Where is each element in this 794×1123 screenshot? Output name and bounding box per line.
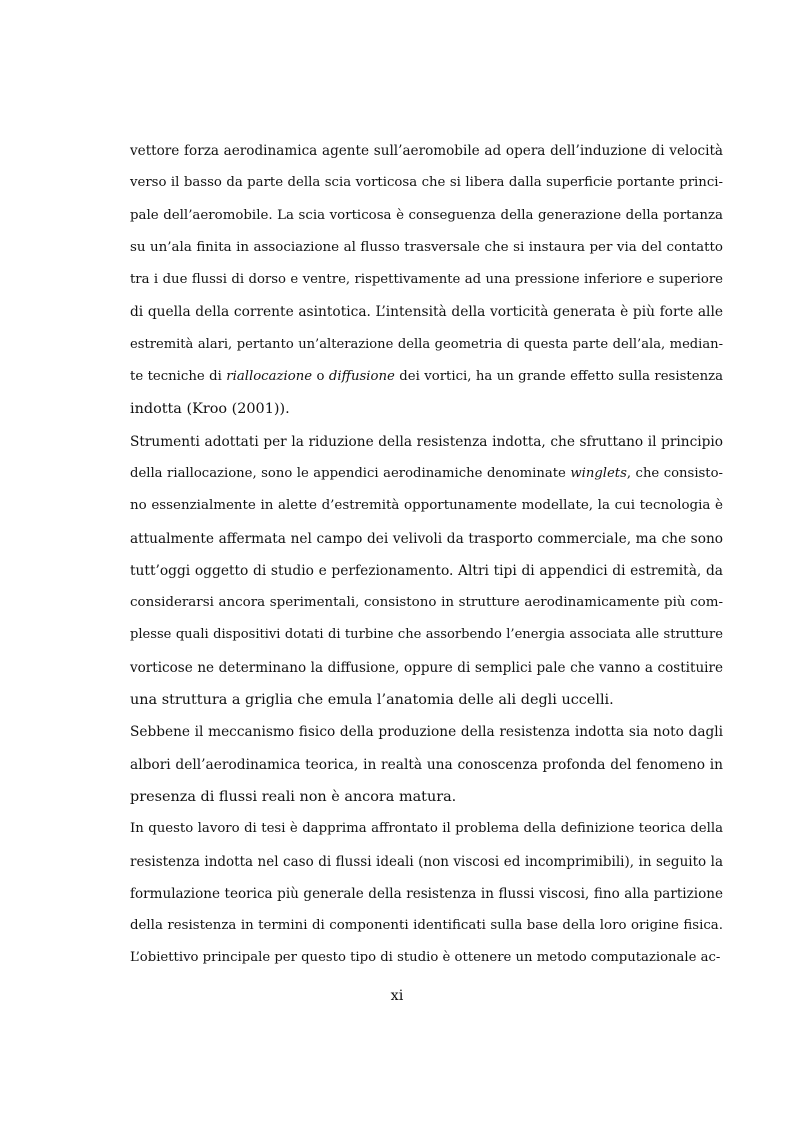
text-line <box>130 426 723 458</box>
text-line <box>130 716 723 748</box>
text-segment: Strumenti adottati per la riduzione della resistenza indotta, che sfruttano il principio <box>130 433 723 450</box>
text-line <box>130 781 723 813</box>
text-line <box>130 135 723 167</box>
text-line <box>130 200 723 232</box>
text-segment: una struttura a griglia che emula l’anatomia delle ali degli uccelli. <box>130 692 614 709</box>
text-segment: In questo lavoro di tesi è dapprima affrontato il problema della definizione teorica della <box>130 821 723 837</box>
paragraph <box>130 135 723 426</box>
text-segment: attualmente affermata nel campo dei velivoli da trasporto commerciale, ma che sono <box>130 530 723 547</box>
text-segment: te tecniche di <box>130 369 227 385</box>
paragraph <box>130 716 723 813</box>
text-line <box>130 910 723 942</box>
text-segment: resistenza indotta nel caso di flussi ideali (non viscosi ed incomprimibili), in seguito la <box>130 853 723 870</box>
text-segment: Sebbene il meccanismo fisico della produzione della resistenza indotta sia noto dagli <box>130 724 723 741</box>
text-segment: su un’ala finita in associazione al flusso trasversale che si instaura per via del contatto <box>130 239 723 255</box>
text-line <box>130 361 723 393</box>
text-line <box>130 393 723 425</box>
text-line <box>130 813 723 845</box>
text-line <box>130 167 723 199</box>
paragraph <box>130 813 723 974</box>
text-segment: pale dell’aeromobile. La scia vorticosa è conseguenza della generazione della portanza <box>130 207 723 223</box>
text-segment: plesse quali dispositivi dotati di turbine che assorbendo l’energia associata alle strutture <box>130 627 723 643</box>
body-text <box>130 135 723 975</box>
text-segment: o <box>312 369 329 385</box>
italic-term: winglets <box>570 465 627 481</box>
text-line <box>130 846 723 878</box>
text-segment: di quella della corrente asintotica. L’intensità della vorticità generata è più forte alle <box>130 304 723 321</box>
text-segment: della resistenza in termini di componenti identificati sulla base della loro origine fisica. <box>130 918 723 934</box>
text-segment: , che consisto- <box>626 465 724 481</box>
text-segment: considerarsi ancora sperimentali, consistono in strutture aerodinamicamente più com- <box>130 595 723 611</box>
text-segment: indotta (Kroo (2001)). <box>130 401 290 418</box>
text-segment: vorticose ne determinano la diffusione, oppure di semplici pale che vanno a costituire <box>130 659 723 676</box>
text-segment: albori dell’aerodinamica teorica, in realtà una conoscenza profonda del fenomeno in <box>130 756 723 773</box>
text-segment: estremità alari, pertanto un’alterazione della geometria di questa parte dell’ala, median- <box>130 336 723 352</box>
text-segment: della riallocazione, sono le appendici aerodinamiche denominate <box>130 465 571 481</box>
text-line <box>130 264 723 296</box>
text-line <box>130 878 723 910</box>
text-line <box>130 329 723 361</box>
text-segment: verso il basso da parte della scia vorticosa che si libera dalla superficie portante princi- <box>130 175 723 191</box>
page-number: xi <box>390 988 404 1004</box>
text-line <box>130 458 723 490</box>
italic-term: riallocazione <box>226 369 313 385</box>
document-page <box>130 135 723 975</box>
text-line <box>130 523 723 555</box>
text-line <box>130 619 723 651</box>
text-line <box>130 490 723 522</box>
paragraph <box>130 426 723 717</box>
text-segment: tutt’oggi oggetto di studio e perfezionamento. Altri tipi di appendici di estremità, da <box>130 562 723 579</box>
text-line <box>130 684 723 716</box>
text-segment: presenza di flussi reali non è ancora matura. <box>130 788 457 805</box>
text-segment: tra i due flussi di dorso e ventre, rispettivamente ad una pressione inferiore e superiore <box>130 272 723 288</box>
text-line <box>130 555 723 587</box>
text-line <box>130 587 723 619</box>
text-segment: dei vortici, ha un grande effetto sulla resistenza <box>394 369 723 385</box>
text-segment: L’obiettivo principale per questo tipo di studio è ottenere un metodo computazionale ac- <box>130 950 721 966</box>
text-line <box>130 296 723 328</box>
text-segment: no essenzialmente in alette d’estremità opportunamente modellate, la cui tecnologia è <box>130 498 723 514</box>
text-line <box>130 652 723 684</box>
text-line <box>130 749 723 781</box>
italic-term: diffusione <box>328 369 395 385</box>
text-line <box>130 232 723 264</box>
text-segment: formulazione teorica più generale della resistenza in flussi viscosi, fino alla partizione <box>130 885 723 902</box>
text-segment: vettore forza aerodinamica agente sull’aeromobile ad opera dell’induzione di velocità <box>130 143 723 159</box>
text-line <box>130 942 723 974</box>
